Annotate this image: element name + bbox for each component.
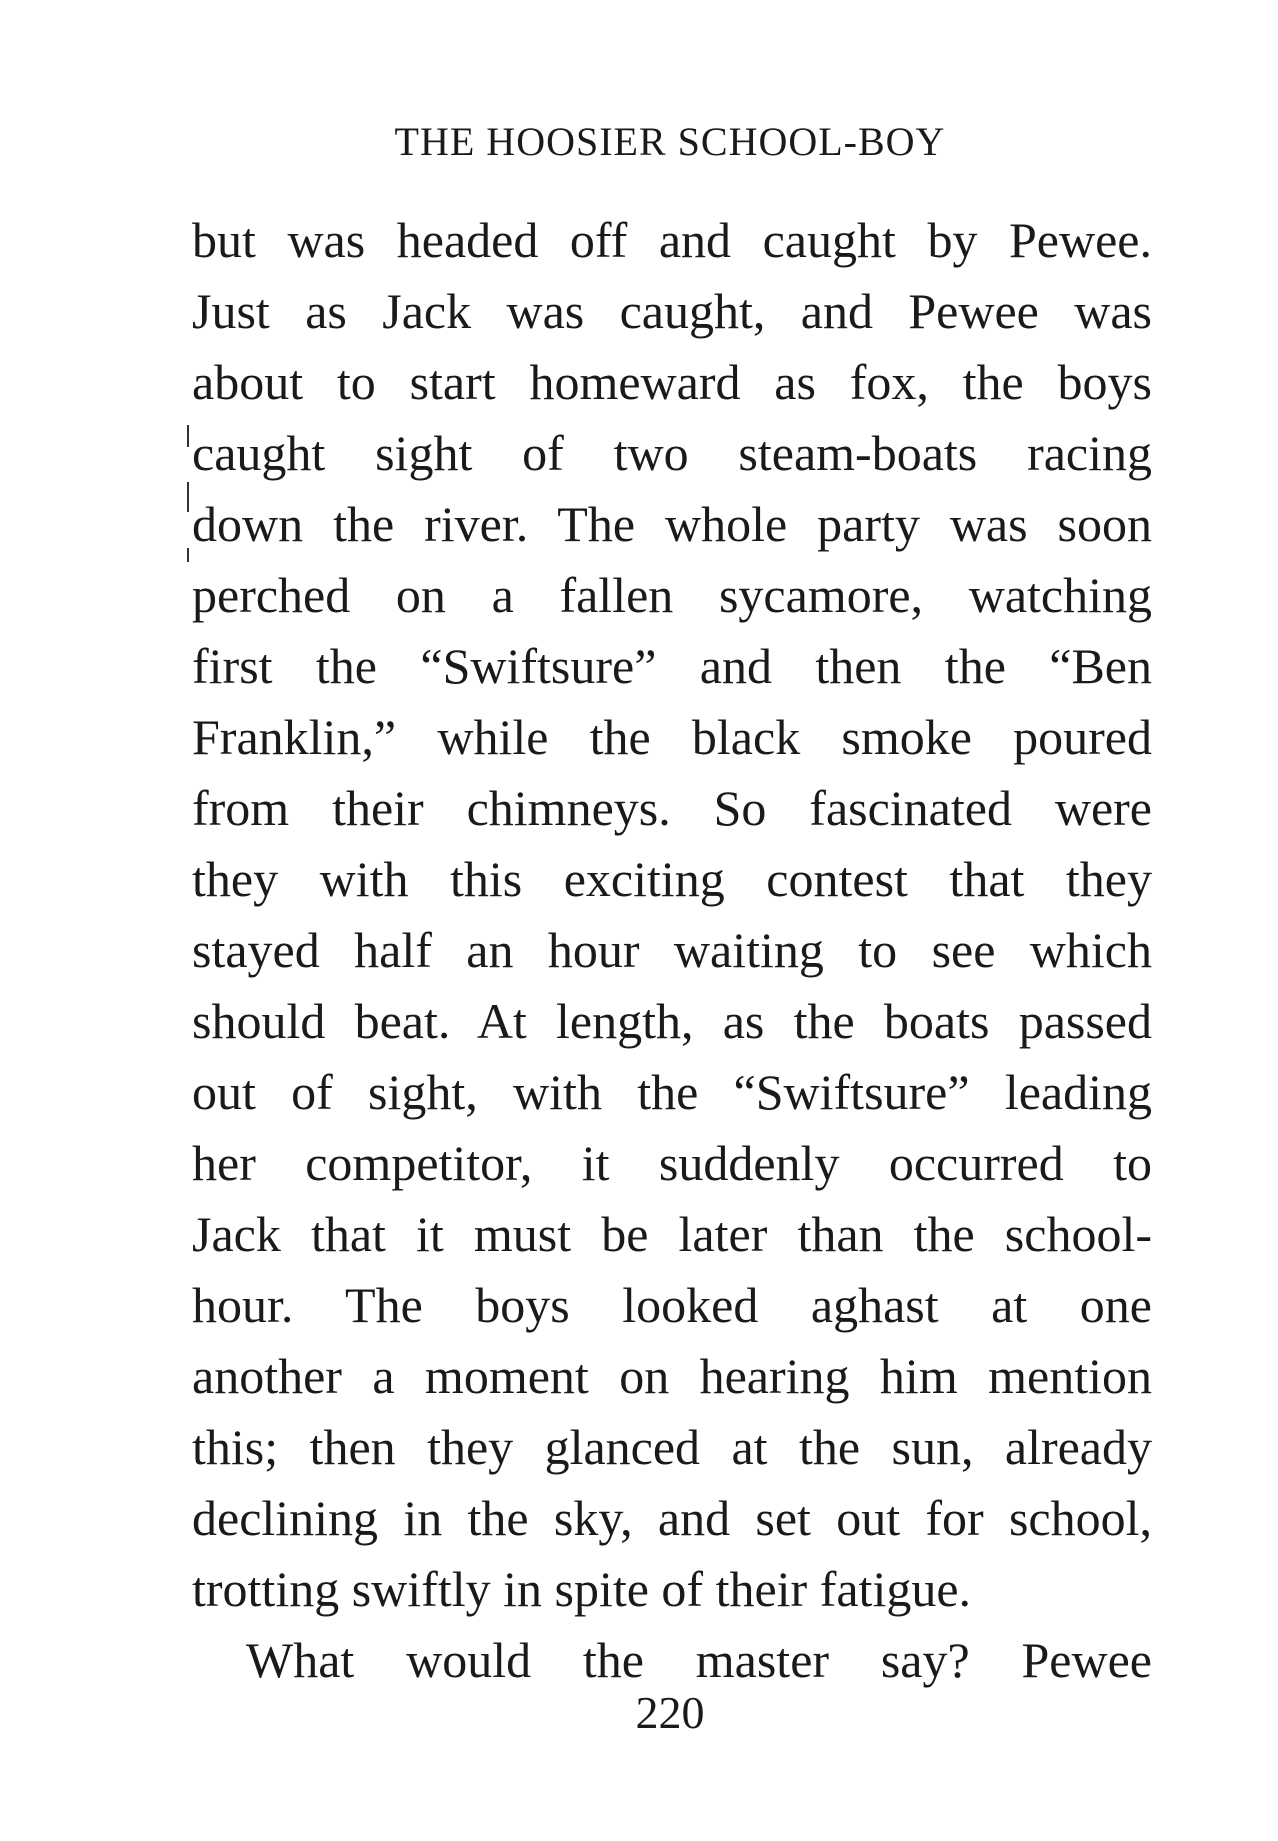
body-text [192, 205, 1152, 1696]
text-line: out of sight, with the “Swiftsure” leading [192, 1064, 1152, 1120]
text-line: this; then they glanced at the sun, already [192, 1419, 1152, 1475]
margin-mark [187, 548, 189, 562]
text-line: from their chimneys. So fascinated were [192, 780, 1152, 836]
text-line: Franklin,” while the black smoke poured [192, 709, 1152, 765]
text-line: they with this exciting contest that they [192, 851, 1152, 907]
text-line: another a moment on hearing him mention [192, 1348, 1152, 1404]
text-line: her competitor, it suddenly occurred to [192, 1135, 1152, 1191]
text-line: perched on a fallen sycamore, watching [192, 567, 1152, 623]
text-line: first the “Swiftsure” and then the “Ben [192, 638, 1152, 694]
text-line: should beat. At length, as the boats passed [192, 993, 1152, 1049]
margin-mark [187, 425, 189, 447]
margin-mark [187, 482, 189, 512]
text-line: about to start homeward as fox, the boys [192, 354, 1152, 410]
running-head: THE HOOSIER SCHOOL-BOY [394, 119, 946, 164]
text-line: caught sight of two steam-boats racing [192, 425, 1152, 481]
text-line: but was headed off and caught by Pewee. [192, 212, 1152, 268]
page-number: 220 [635, 1687, 705, 1738]
text-line: hour. The boys looked aghast at one [192, 1277, 1152, 1333]
text-line: trotting swiftly in spite of their fatigue. [192, 1561, 972, 1617]
text-line: Jack that it must be later than the school- [192, 1206, 1152, 1262]
text-line: Just as Jack was caught, and Pewee was [192, 283, 1152, 339]
text-line: down the river. The whole party was soon [192, 496, 1152, 552]
text-line: declining in the sky, and set out for school, [192, 1490, 1152, 1546]
paragraph-start-line: What would the master say? Pewee [246, 1632, 1152, 1688]
text-line: stayed half an hour waiting to see which [192, 922, 1152, 978]
